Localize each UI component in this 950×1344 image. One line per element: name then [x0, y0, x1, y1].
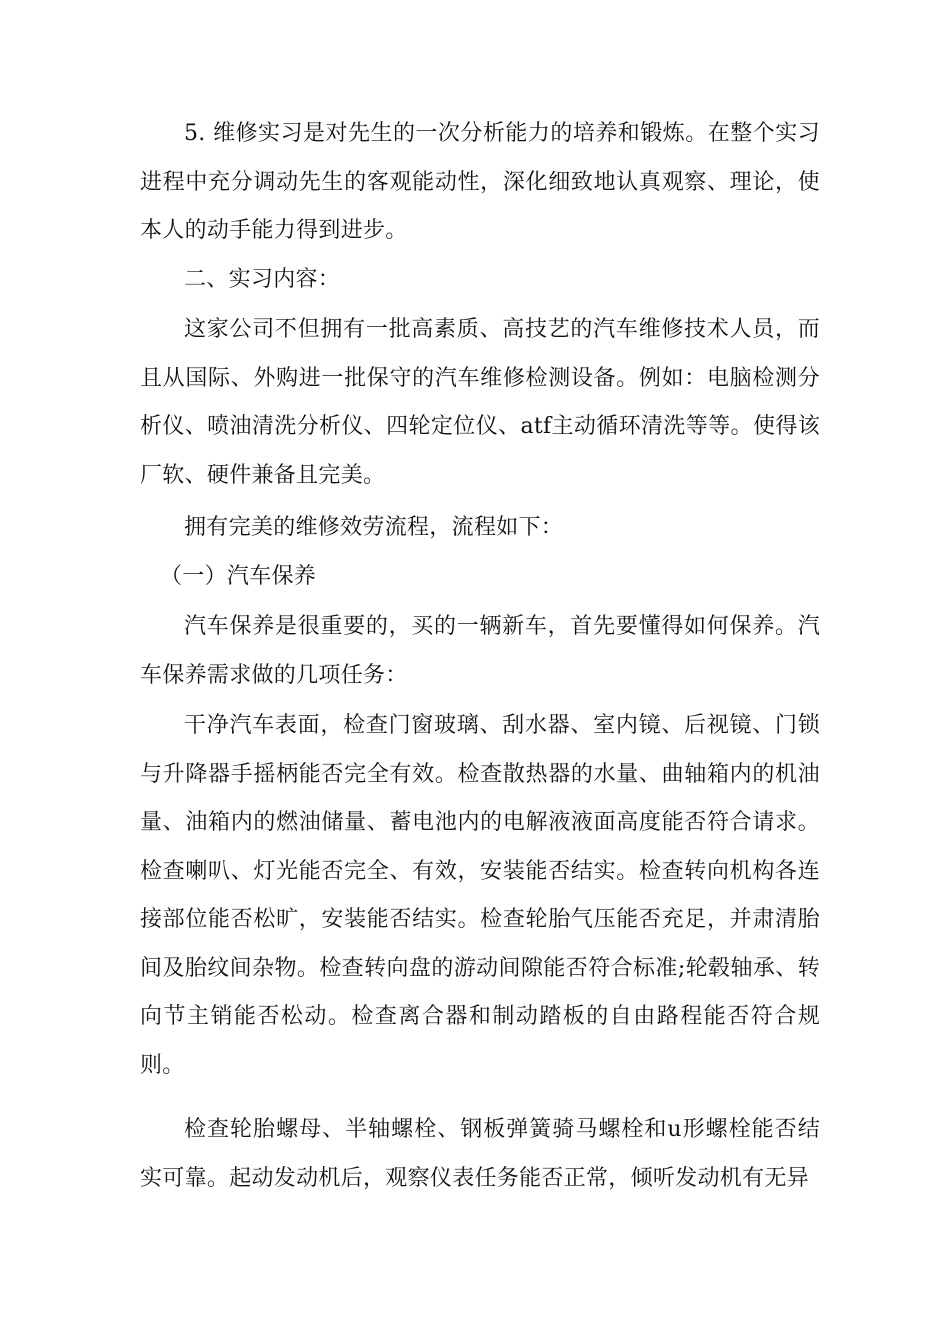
section-heading-internship-content: 二、实习内容： [184, 267, 341, 292]
subheading-car-maintenance: （一）汽车保养 [160, 564, 317, 589]
paragraph-company-equipment: 这家公司不但拥有一批高素质、高技艺的汽车维修技术人员，而且从国际、外购进一批保守的汽车维修检测设备。例如：电脑检测分析仪、喷油清洗分析仪、四轮定位仪、atf主动循环清洗等等。使得该厂软、硬件兼备且完美。 [140, 317, 820, 488]
paragraph-training-purpose: 5. 维修实习是对先生的一次分析能力的培养和锻炼。在整个实习进程中充分调动先生的客观能动性，深化细致地认真观察、理论，使本人的动手能力得到进步。 [140, 121, 820, 243]
paragraph-bolt-inspection: 检查轮胎螺母、半轴螺栓、钢板弹簧骑马螺栓和u形螺栓能否结实可靠。起动发动机后，观察仪表任务能否正常，倾听发动机有无异 [140, 1117, 820, 1191]
paragraph-maintenance-intro: 汽车保养是很重要的，买的一辆新车，首先要懂得如何保养。汽车保养需求做的几项任务： [140, 614, 820, 688]
paragraph-inspection-items: 干净汽车表面，检查门窗玻璃、刮水器、室内镜、后视镜、门锁与升降器手摇柄能否完全有效。检查散热器的水量、曲轴箱内的机油量、油箱内的燃油储量、蓄电池内的电解液液面高度能否符合请求。检查喇叭、灯光能否完全、有效，安装能否结实。检查转向机构各连接部位能否松旷，安装能否结实。检查轮胎气压能否充足，并肃清胎间及胎纹间杂物。检查转向盘的游动间隙能否符合标准;轮毂轴承、转向节主销能否松动。检查离合器和制动踏板的自由路程能否符合规则。 [140, 713, 820, 1078]
paragraph-service-process: 拥有完美的维修效劳流程，流程如下： [184, 515, 564, 540]
